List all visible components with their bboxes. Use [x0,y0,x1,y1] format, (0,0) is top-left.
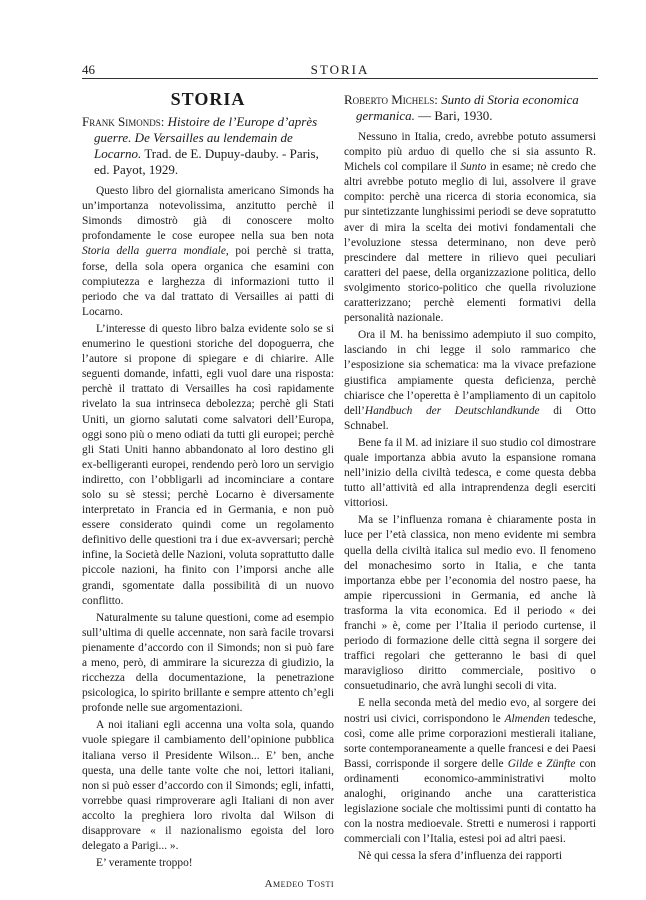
reference-author: Frank Simonds [82,114,161,130]
running-title: STORIA [310,62,370,77]
review-paragraph [82,856,334,871]
paragraph-text: E nella seconda metà del medio evo, al sorgere dei nostri usi civici, corrispondono le [344,697,596,725]
reference-author: Roberto Michels [344,92,435,107]
review-paragraph [344,696,596,847]
paragraph-emphasis: Storia della guerra mondiale, [82,245,229,258]
paragraph-text: in esame; nè credo che altri avrebbe potuto meglio di lui, assolvere il grave compito: perchè una ricerca di storia economica, sia pur sintetizzante lunghissimi periodi se deve sopratutto aver di mira la scelta dei motivi fondamentali che l’evoluzione stessa determinano, non deve però prescindere dal mettere in rilievo quei peculiari caratteri del paese, della organizzazione politica, dello svolgimento storico-politico che quella rivoluzione caratterizzano; perchè elementi formativi della personalità nazionale. [344,161,596,325]
paragraph-emphasis: Almenden [504,712,551,725]
paragraph-emphasis: Handbuch der Deutschlandkunde [364,404,540,417]
paragraph-text: A noi italiani egli accenna una volta sola, quando vuole spiegare il cambiamento dell’opinione pubblica italiana verso il Presidente Wilson... E’ ben, anche questa, una delle tante volte che noi, lettori italiani, non si può esser d’accordo con il Simonds; egli, infatti, vorrebbe quasi rimproverare agli Italiani di non aver accolto la preghiera loro rivolta dal Wilson di disapprovare « il nazionalismo egoista del loro delegato a Parigi... ». [82,719,334,853]
reference-book-title: Sunto di Storia economica germanica. [356,92,579,123]
paragraph-text: e [533,757,547,770]
review-paragraph [344,513,596,694]
paragraph-text: Ora il M. ha benissimo adempiuto il suo compito, lasciando in chi legge il solo rammarico che l’esposizione sia schematica: ma la vivace prefazione giustifica ampiamente questa deficienza, perchè chiarisce che l’operetta è l’ampliamento di un capitolo dell’ [344,329,596,417]
paragraph-text: Bene fa il M. ad iniziare il suo studio col dimostrare quale importanza abbia avuto la espansione romana nell’inizio della civiltà tedesca, e come questa debba tutto all’attività ed alla intraprendenza degli eserciti vittoriosi. [344,436,596,510]
paragraph-text: Nessuno in Italia, credo, avrebbe potuto assumersi compito più arduo di quello che si sia assunto R. Michels col compilare il [344,131,596,174]
book-reference [82,114,334,178]
review-paragraph [82,718,334,854]
review-paragraph [82,611,334,717]
paragraph-text: Naturalmente su talune questioni, come ad esempio sull’ultima di quelle accennate, non sarà facile trovarsi pienamente d’accordo con il Simonds; non si può fare a meno, però, di ammirare la sicurezza di giudizio, la ricchezza della documentazione, la penetrazione psicologica, lo spirito brillante e sempre attento ch’egli profonde nelle sue argomentazioni. [82,611,334,715]
paragraph-text: poi perchè si tratta, forse, della sola opera organica che esamini con compiutezza e larghezza di informazioni tutto il periodo che va dal trattato di Versailles ai patti di Locarno. [82,245,334,318]
paragraph-text: tedesche, così, come alle prime corporazioni mestierali italiane, sorte contemporaneamente a quelle francesi e dei Paesi Bassi, corrisponde il sorgere delle [344,712,596,770]
section-title: STORIA [170,89,246,109]
review-paragraph [82,184,334,320]
reference-separator: : [160,114,168,130]
reference-separator: : [434,92,442,107]
paragraph-text: Nè qui cessa la sfera d’influenza dei rapporti [358,850,562,863]
review-paragraph [344,849,596,864]
paragraph-emphasis: Sunto [460,161,487,174]
reference-details: Trad. de E. Dupuy-dauby. - Paris, ed. Payot, 1929. [94,146,319,178]
review-paragraph [82,322,334,609]
reference-book-title: Histoire de l’Europe d’après guerre. De Versailles au lendemain de Locarno. [94,114,318,162]
paragraph-text: con ordinamenti economico-amministrativi molto analoghi, originando anche una caratteristica legislazione sociale che moltissimi punti di contatto ha con la nostra medioevale. Stretti e numerosi i rapporti commerciali con l’Italia, estesi poi ad altri paesi. [344,757,596,846]
right-column [344,92,596,865]
review-paragraph [344,436,596,511]
running-header [82,62,598,79]
paragraph-text: E’ veramente troppo! [96,857,193,870]
review-paragraph [344,328,596,434]
page-number: 46 [82,62,95,77]
review-signature: Amedeo Tosti [264,878,334,891]
book-reference [344,92,596,124]
paragraph-emphasis: Zünfte [546,757,576,770]
paragraph-text: di Otto Schnabel. [344,404,597,432]
paragraph-text: L’interesse di questo libro balza evidente solo se si enumerino le questioni storiche del dopoguerra, che l’autore si propone di spiegare e di chiarire. Alle seguenti domande, infatti, egli vuol dare una risposta: perchè il trattato di Versailles ha così rapidamente rivelato la sua intrinseca debolezza; perchè gli Stati Uniti, un giorno salutati come salvatori dell’Europa, oggi sono più o meno odiati da tutti gli europei; perchè gli Stati Uniti hanno abbandonato al loro destino gli ex-belligeranti europei, rendendo però loro un servigio indiretto, con l’obbligarli ad incominciare a contare solo su sè stessi; perchè Locarno è diversamente interpretato in Francia ed in Germania, e non può essere considerato quindi come un regolamento definitivo delle questioni tra i due ex-avversari; perchè infine, la Società delle Nazioni, voluta soprattutto dalle piccole nazioni, ha finito con l’imporsi anche alle grandi, sgomentate dalla possibilità di un nuovo conflitto. [82,322,334,607]
paragraph-emphasis: Gilde [507,757,533,770]
paragraph-text: Questo libro del giornalista americano Simonds ha un’importanza notevolissima, anzitutto perchè il Simonds dimostrò già di conoscere molto profondamente le cose europee nella sua ben nota [82,185,334,243]
reference-details: — Bari, 1930. [414,108,493,123]
review-paragraph [344,130,596,326]
left-column [82,89,334,892]
paragraph-text: Ma se l’influenza romana è chiaramente posta in luce per l’età classica, non meno evidente mi sembra quella della civiltà italica sul medio evo. Il fenomeno del monachesimo sorto in Italia, e che tanta importanza ebbe per l’economia del nostro paese, ha ampie ripercussioni in Germania, ed anche là trasforma la vita economica. Ed il periodo « dei franchi » è, come per l’Italia il periodo curtense, il periodo di formazione delle città segna il sorgere dei traffici regolari che getteranno le basi di quel maraviglioso diritto commerciale, positivo o consuetudinario, che avrà lunghi secoli di vita. [344,514,596,693]
